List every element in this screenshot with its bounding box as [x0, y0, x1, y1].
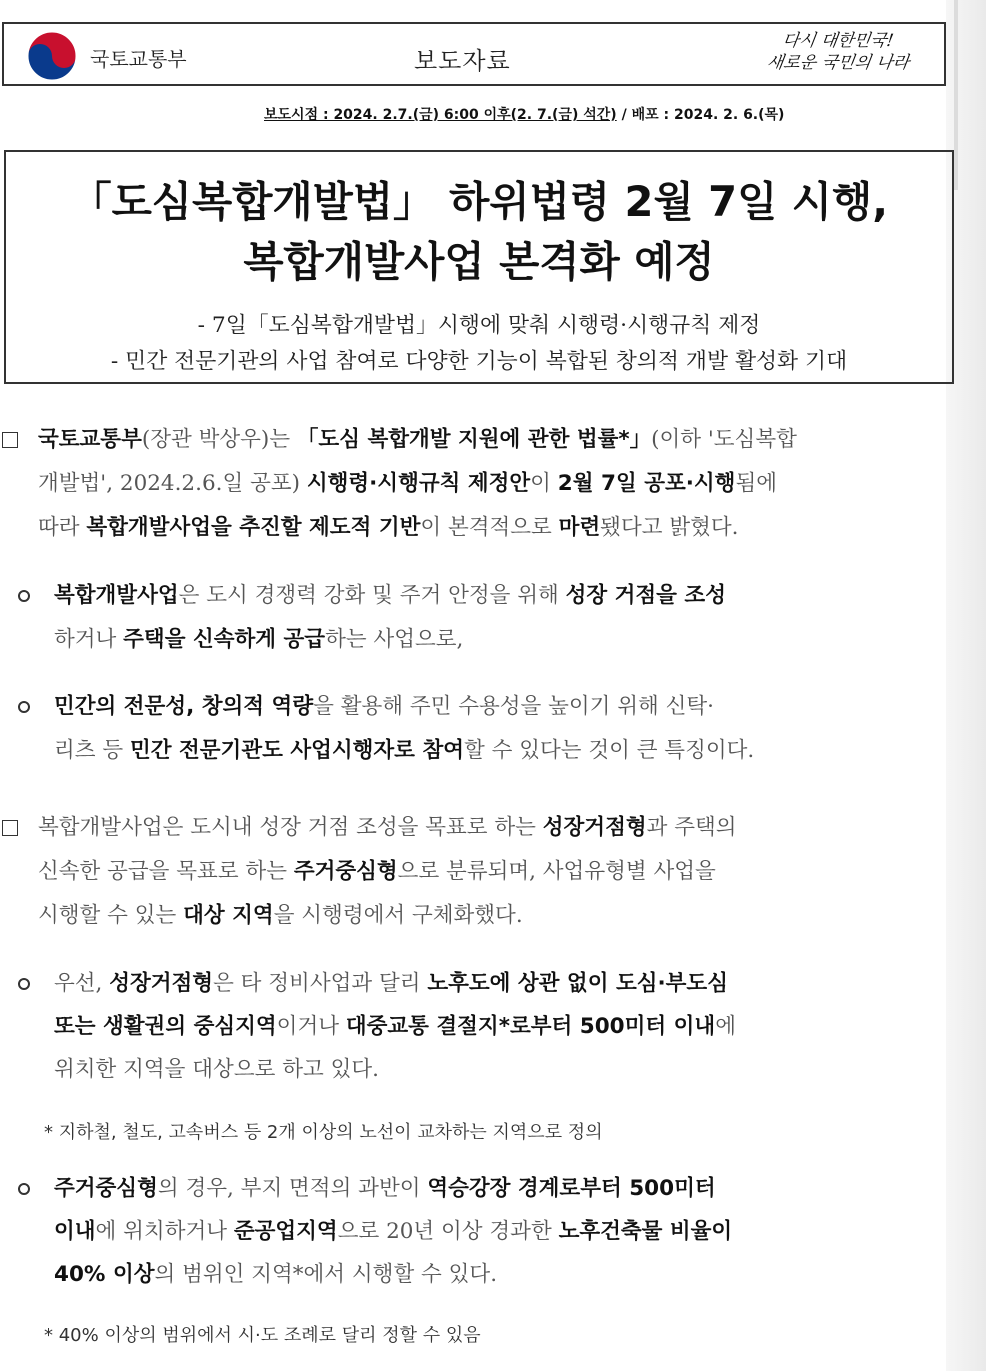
- scrollbar-thumb[interactable]: [954, 0, 958, 190]
- text-bold: 대상 지역: [183, 903, 274, 928]
- subheadline-2: - 민간 전문기관의 사업 참여로 다양한 기능이 복합된 창의적 개발 활성화 기대: [110, 349, 848, 374]
- text: 에 위치하거나: [95, 1219, 234, 1244]
- circle-bullet: [18, 590, 30, 602]
- bullet2-line-2: [54, 729, 754, 773]
- section2-line-1: [38, 806, 737, 850]
- headline-line-2: 복합개발사업 본격화 예정: [243, 237, 715, 286]
- text: 이거나: [276, 1014, 346, 1039]
- bullet1-line-1: [54, 574, 726, 618]
- text-bold: 준공업지역: [233, 1219, 338, 1244]
- text-bold: 성장거점형: [542, 815, 647, 840]
- text: 의 경우, 부지 면적의 과반이: [157, 1176, 428, 1201]
- text: 리츠 등: [54, 738, 130, 763]
- ministry-name: 국토교통부: [90, 47, 187, 71]
- section1-line-3: [38, 506, 739, 550]
- circle-bullet: [18, 978, 30, 990]
- section-square-bullet: [2, 432, 18, 448]
- text: (이하 '도심복합: [651, 427, 797, 452]
- text: 됨에: [735, 471, 777, 496]
- text: 에: [715, 1014, 736, 1039]
- text-bold: 노후도에 상관 없이 도심·부도심: [427, 971, 728, 996]
- bullet3-line-1: [54, 962, 728, 1006]
- text-bold: 주택을 신속하게 공급: [123, 627, 326, 652]
- bullet3-line-2: [54, 1005, 736, 1049]
- bullet3-line-3: [54, 1048, 379, 1092]
- text-bold: 또는 생활권의 중심지역: [54, 1014, 277, 1039]
- text: 으로 분류되며, 사업유형별 사업을: [397, 859, 716, 884]
- text-bold: 주거중심형: [293, 859, 398, 884]
- section1-line-1: [38, 418, 797, 462]
- text: 우선,: [54, 971, 110, 996]
- release-info: [264, 104, 784, 124]
- text: 따라: [38, 515, 87, 540]
- text-bold: 주거중심형: [54, 1176, 158, 1201]
- text-bold: 역승강장 경계로부터 500미터: [427, 1176, 716, 1201]
- text-bold: 시행령·시행규칙 제정안: [306, 471, 531, 496]
- bullet4-line-1: [54, 1167, 716, 1211]
- press-header: [2, 22, 946, 86]
- text-bold: 노후건축물 비율이: [558, 1219, 733, 1244]
- section2-line-2: [38, 850, 716, 894]
- section1-line-2: [38, 462, 777, 506]
- text: 은 도시 경쟁력 강화 및 주거 안정을 위해: [178, 583, 566, 608]
- text: 으로 20년 이상 경과한: [337, 1219, 559, 1244]
- text-bold: 40% 이상: [54, 1262, 155, 1287]
- bullet1-line-2: [54, 618, 463, 662]
- text: 위치한 지역을 대상으로 하고 있다.: [54, 1057, 379, 1082]
- text: 시행할 수 있는: [38, 903, 184, 928]
- text-bold: 성장 거점을 조성: [565, 583, 726, 608]
- text: 의 범위인 지역*에서 시행할 수 있다.: [154, 1262, 498, 1287]
- text: (장관 박상우)는: [141, 427, 297, 452]
- text-bold: 마련: [558, 515, 601, 540]
- text-bold: 2월 7일 공포·시행: [557, 471, 736, 496]
- text-bold: 「도심 복합개발 지원에 관한 법률*」: [296, 427, 652, 452]
- text: 을 시행령에서 구체화했다.: [273, 903, 523, 928]
- bullet4-line-3: [54, 1253, 497, 1297]
- text: 과 주택의: [646, 815, 737, 840]
- section-square-bullet: [2, 820, 18, 836]
- text: 할 수 있다는 것이 큰 특징이다.: [463, 738, 755, 763]
- text-bold: 민간의 전문성, 창의적 역량: [54, 694, 314, 719]
- slogan-signature: [738, 30, 938, 82]
- text: 을 활용해 주민 수용성을 높이기 위해 신탁·: [313, 694, 715, 719]
- text: 하는 사업으로,: [325, 627, 464, 652]
- text-bold: 국토교통부: [38, 427, 142, 452]
- document-type: 보도자료: [414, 47, 511, 75]
- government-logo-icon: [26, 30, 78, 82]
- circle-bullet: [18, 1183, 30, 1195]
- text: 이: [530, 471, 558, 496]
- text: 개발법', 2024.2.6.일 공포): [38, 471, 307, 496]
- section2-line-3: [38, 894, 523, 938]
- text: 신속한 공급을 목표로 하는: [38, 859, 294, 884]
- bullet4-line-2: [54, 1210, 732, 1254]
- footnote-2: * 40% 이상의 범위에서 시·도 조례로 달리 정할 수 있음: [44, 1325, 481, 1346]
- text: 이 본격적으로: [420, 515, 559, 540]
- text-bold: 복합개발사업: [54, 583, 179, 608]
- text: 됐다고 밝혔다.: [600, 515, 739, 540]
- text: 하거나: [54, 627, 124, 652]
- text-bold: 이내: [54, 1219, 96, 1244]
- headline-box: [4, 150, 954, 384]
- subheadline-1: - 7일「도심복합개발법」시행에 맞춰 시행령·시행규칙 제정: [197, 313, 761, 338]
- text-bold: 대중교통 결절지*로부터 500미터 이내: [345, 1014, 716, 1039]
- distribution-date: 배포 : 2024. 2. 6.(목): [631, 107, 785, 123]
- release-separator: /: [616, 107, 632, 123]
- text-bold: 복합개발사업을 추진할 제도적 기반: [86, 515, 421, 540]
- headline-line-1: 「도심복합개발법」 하위법령 2월 7일 시행,: [69, 177, 889, 226]
- bullet2-line-1: [54, 685, 714, 729]
- circle-bullet: [18, 701, 30, 713]
- footnote-1: * 지하철, 철도, 고속버스 등 2개 이상의 노선이 교차하는 지역으로 정의: [44, 1122, 603, 1143]
- release-time: 보도시점 : 2024. 2.7.(금) 6:00 이후(2. 7.(금) 석간): [264, 107, 617, 123]
- text-bold: 성장거점형: [109, 971, 214, 996]
- slogan-line-1: 다시 대한민국!: [781, 31, 895, 51]
- text-bold: 민간 전문기관도 사업시행자로 참여: [129, 738, 464, 763]
- text: 복합개발사업은 도시내 성장 거점 조성을 목표로 하는: [38, 815, 543, 840]
- slogan-line-2: 새로운 국민의 나라: [765, 53, 911, 73]
- text: 은 타 정비사업과 달리: [213, 971, 428, 996]
